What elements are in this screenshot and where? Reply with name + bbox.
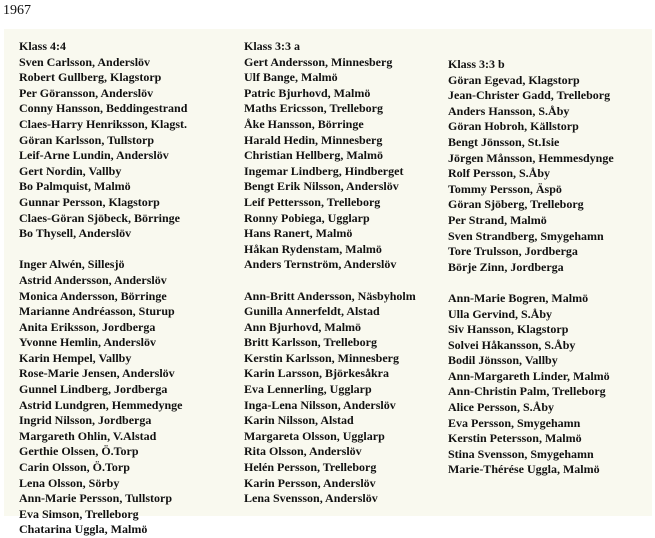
student-entry: Margareta Olsson, Ugglarp [244, 428, 385, 443]
student-entry: Rita Olsson, Anderslöv [244, 444, 362, 459]
student-entry: Karin Larsson, Björkesåkra [244, 366, 390, 381]
student-entry: Alice Persson, S.Åby [448, 400, 554, 415]
student-entry: Astrid Lundgren, Hemmedynge [19, 397, 183, 412]
class-heading: Klass 4:4 [19, 39, 67, 53]
student-entry: Ulla Gervind, S.Åby [448, 306, 553, 321]
student-entry: Patric Bjurhovd, Malmö [244, 85, 371, 100]
student-entry: Rolf Persson, S.Åby [448, 166, 551, 181]
student-entry: Britt Karlsson, Trelleborg [244, 335, 377, 350]
year-heading: 1967 [3, 3, 31, 18]
student-entry: Jean-Christer Gadd, Trelleborg [448, 88, 611, 103]
student-entry: Inger Alwén, Sillesjö [19, 257, 125, 272]
class-heading: Klass 3:3 a [244, 39, 301, 53]
student-entry: Bodil Jönsson, Vallby [448, 353, 558, 368]
student-entry: Börje Zinn, Jordberga [448, 259, 564, 274]
student-entry: Leif Pettersson, Trelleborg [244, 194, 381, 209]
student-entry: Margareth Ohlin, V.Alstad [19, 428, 157, 443]
student-entry: Chatarina Uggla, Malmö [19, 522, 148, 537]
student-entry: Jörgen Månsson, Hemmesdynge [448, 150, 614, 165]
student-entry: Göran Egevad, Klagstorp [448, 72, 580, 87]
student-entry: Maths Ericsson, Trelleborg [244, 101, 383, 116]
student-entry: Gunnar Persson, Klagstorp [19, 194, 160, 209]
student-entry: Tommy Persson, Äspö [448, 181, 562, 196]
student-entry: Sven Strandberg, Smygehamn [448, 228, 604, 243]
class-list-sheet [4, 29, 652, 537]
student-entry: Gert Andersson, Minnesberg [244, 54, 393, 69]
student-entry: Sven Carlsson, Anderslöv [19, 54, 151, 69]
student-entry: Åke Hansson, Börringe [244, 116, 364, 131]
student-entry: Bo Thysell, Anderslöv [19, 226, 132, 241]
student-entry: Siv Hansson, Klagstorp [448, 322, 569, 337]
student-entry: Lena Olsson, Sörby [19, 475, 120, 490]
student-entry: Anders Ternström, Anderslöv [244, 257, 397, 272]
student-entry: Bengt Jönsson, St.Isie [448, 134, 560, 149]
student-entry: Hans Ranert, Malmö [244, 226, 353, 241]
student-entry: Ann-Britt Andersson, Näsbyholm [244, 288, 416, 303]
student-entry: Gerthie Olssen, Ö.Torp [19, 444, 139, 459]
student-entry: Tore Trulsson, Jordberga [448, 244, 578, 259]
student-entry: Inga-Lena Nilsson, Anderslöv [244, 397, 396, 412]
student-entry: Conny Hansson, Beddingestrand [19, 101, 188, 116]
student-entry: Karin Persson, Anderslöv [244, 475, 376, 490]
student-entry: Eva Lennerling, Ugglarp [244, 382, 372, 397]
student-entry: Anders Hansson, S.Åby [448, 103, 570, 118]
student-entry: Ann-Marie Bogren, Malmö [448, 290, 589, 305]
column-klass-3-3-b [448, 57, 614, 478]
group-spacer [19, 242, 187, 258]
student-entry: Göran Karlsson, Tullstorp [19, 132, 155, 147]
student-entry: Eva Simson, Trelleborg [19, 506, 139, 521]
class-heading: Klass 3:3 b [448, 57, 505, 71]
student-entry: Helén Persson, Trelleborg [244, 460, 377, 475]
student-entry: Ann-Marie Persson, Tullstorp [19, 491, 173, 506]
student-entry: Yvonne Hemlin, Anderslöv [19, 335, 157, 350]
student-entry: Christian Hellberg, Malmö [244, 148, 383, 163]
student-entry: Ingrid Nilsson, Jordberga [19, 413, 152, 428]
student-entry: Göran Hobroh, Källstorp [448, 119, 579, 134]
student-entry: Lena Svensson, Anderslöv [244, 491, 378, 506]
student-entry: Solvei Håkansson, S.Åby [448, 337, 576, 352]
group-spacer [448, 275, 614, 291]
column-klass-3-3-a [244, 39, 416, 507]
student-entry: Karin Nilsson, Alstad [244, 413, 354, 428]
student-entry: Gunnel Lindberg, Jordberga [19, 382, 168, 397]
student-entry: Gert Nordin, Vallby [19, 163, 122, 178]
student-entry: Karin Hempel, Vallby [19, 350, 132, 365]
student-entry: Bo Palmquist, Malmö [19, 179, 131, 194]
student-entry: Gunilla Annerfeldt, Alstad [244, 304, 380, 319]
student-entry: Håkan Rydenstam, Malmö [244, 241, 382, 256]
student-entry: Claes-Göran Sjöbeck, Börringe [19, 210, 180, 225]
student-entry: Anita Eriksson, Jordberga [19, 319, 156, 334]
student-entry: Kerstin Karlsson, Minnesberg [244, 350, 399, 365]
student-entry: Kerstin Petersson, Malmö [448, 431, 582, 446]
student-entry: Göran Sjöberg, Trelleborg [448, 197, 584, 212]
student-entry: Harald Hedin, Minnesberg [244, 132, 383, 147]
student-entry: Ronny Pobiega, Ugglarp [244, 210, 370, 225]
student-entry: Per Göransson, Anderslöv [19, 85, 154, 100]
student-entry: Marie-Thérése Uggla, Malmö [448, 462, 600, 477]
student-entry: Eva Persson, Smygehamn [448, 415, 581, 430]
student-entry: Stina Svensson, Smygehamn [448, 446, 594, 461]
student-entry: Claes-Harry Henriksson, Klagst. [19, 116, 187, 131]
group-spacer [244, 273, 416, 289]
student-entry: Robert Gullberg, Klagstorp [19, 70, 162, 85]
student-entry: Leif-Arne Lundin, Anderslöv [19, 148, 169, 163]
student-entry: Monica Andersson, Börringe [19, 288, 167, 303]
student-entry: Per Strand, Malmö [448, 212, 547, 227]
student-entry: Ann-Margareth Linder, Malmö [448, 368, 610, 383]
student-entry: Marianne Andréasson, Sturup [19, 304, 175, 319]
student-entry: Bengt Erik Nilsson, Anderslöv [244, 179, 399, 194]
student-entry: Ulf Bange, Malmö [244, 70, 338, 85]
student-entry: Carin Olsson, Ö.Torp [19, 460, 130, 475]
student-entry: Rose-Marie Jensen, Anderslöv [19, 366, 175, 381]
student-entry: Ann Bjurhovd, Malmö [244, 319, 362, 334]
column-klass-4-4 [19, 39, 187, 538]
student-entry: Ann-Christin Palm, Trelleborg [448, 384, 606, 399]
student-entry: Ingemar Lindberg, Hindberget [244, 163, 404, 178]
student-entry: Astrid Andersson, Anderslöv [19, 272, 167, 287]
